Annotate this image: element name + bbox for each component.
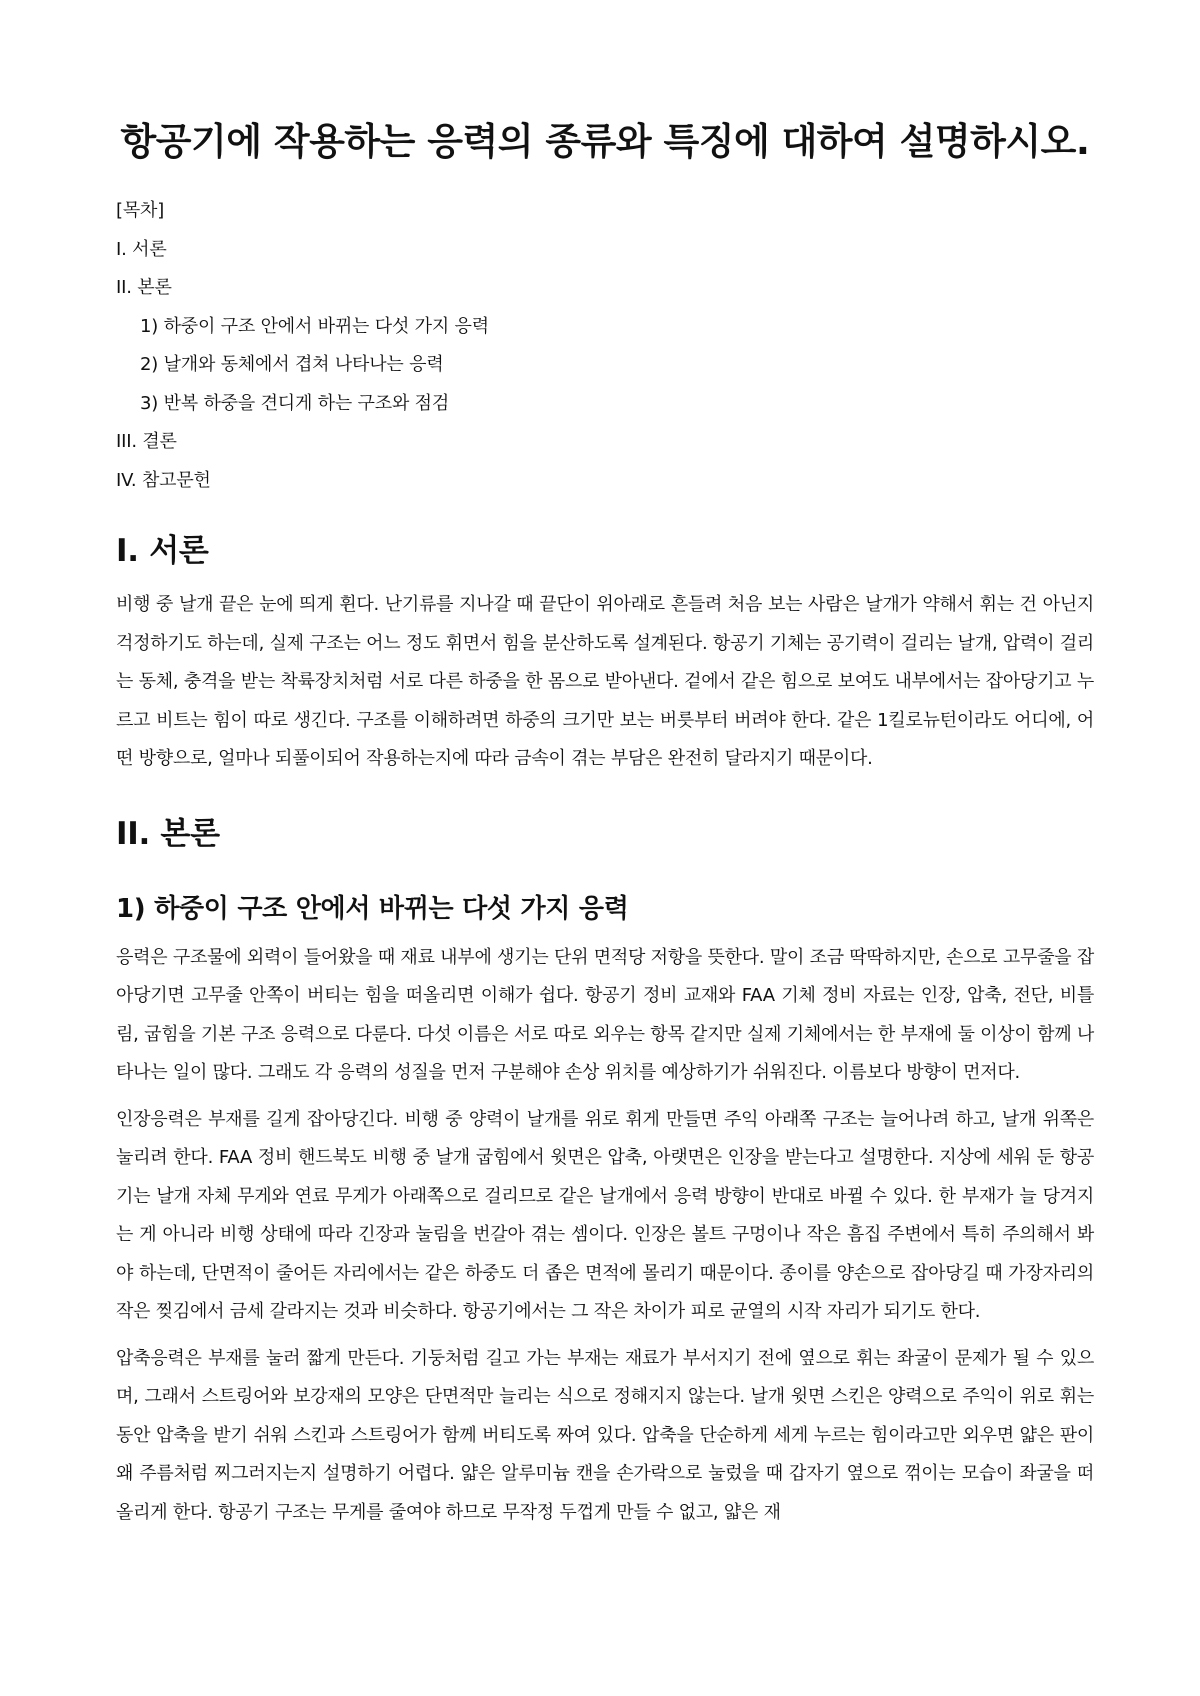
toc-item-body-1: 1) 하중이 구조 안에서 바뀌는 다섯 가지 응력 — [140, 315, 489, 337]
body-paragraph-compression: 압축응력은 부재를 눌러 짧게 만든다. 기둥처럼 길고 가는 부재는 재료가 부서지기 전에 옆으로 휘는 좌굴이 문제가 될 수 있으며, 그래서 스트링어와 보강재의 모양은 단면적만 늘리는 식으로 정해지지 않는다. 날개 윗면 스킨은 양력으로 주익이 위로 휘는 동안 압축을 받기 쉬워 스킨과 스트링어가 함께 버티도록 짜여 있다. 압축을 단순하게 세게 누르는 힘이라고만 외우면 얇은 판이 왜 주름처럼 찌그러지는지 설명하기 어렵다. 얇은 알루미늄 캔을 손가락으로 눌렀을 때 갑자기 옆으로 꺾이는 모습이 좌굴을 떠올리게 한다. 항공기 구조는 무게를 줄여야 하므로 무작정 두껍게 만들 수 없고, 얇은 재 — [116, 1347, 1094, 1523]
intro-heading: I. 서론 — [116, 533, 209, 569]
body-heading: II. 본론 — [116, 815, 220, 852]
toc-item-body: II. 본론 — [116, 277, 172, 298]
toc-item-conclusion: III. 결론 — [116, 431, 177, 452]
table-of-contents — [116, 192, 1094, 500]
intro-section — [116, 530, 1094, 779]
body-paragraph-stress-definition: 응력은 구조물에 외력이 들어왔을 때 재료 내부에 생기는 단위 면적당 저항을 뜻한다. 말이 조금 딱딱하지만, 손으로 고무줄을 잡아당기면 고무줄 안쪽이 버티는 힘을 떠올리면 이해가 쉽다. 항공기 정비 교재와 FAA 기체 정비 자료는 인장, 압축, 전단, 비틀림, 굽힘을 기본 구조 응력으로 다룬다. 다섯 이름은 서로 따로 외우는 항목 같지만 실제 기체에서는 한 부재에 둘 이상이 함께 나타나는 일이 많다. 그래도 각 응력의 성질을 먼저 구분해야 손상 위치를 예상하기가 쉬워진다. 이름보다 방향이 먼저다. — [116, 946, 1094, 1083]
toc-item-intro: I. 서론 — [116, 238, 167, 260]
toc-item-references: IV. 참고문헌 — [116, 469, 211, 491]
body-section — [116, 813, 1094, 1533]
toc-item-body-2: 2) 날개와 동체에서 겹쳐 나타나는 응력 — [140, 354, 444, 375]
toc-item-body-3: 3) 반복 하중을 견디게 하는 구조와 점검 — [140, 392, 450, 414]
body-paragraph-tension: 인장응력은 부재를 길게 잡아당긴다. 비행 중 양력이 날개를 위로 휘게 만들면 주익 아래쪽 구조는 늘어나려 하고, 날개 위쪽은 눌리려 한다. FAA 정비 핸드북도 비행 중 날개 굽힘에서 윗면은 압축, 아랫면은 인장을 받는다고 설명한다. 지상에 세워 둔 항공기는 날개 자체 무게와 연료 무게가 아래쪽으로 걸리므로 같은 날개에서 응력 방향이 반대로 바뀔 수 있다. 한 부재가 늘 당겨지는 게 아니라 비행 상태에 따라 긴장과 눌림을 번갈아 겪는 셈이다. 인장은 볼트 구멍이나 작은 흠집 주변에서 특히 주의해서 봐야 하는데, 단면적이 줄어든 자리에서는 같은 하중도 더 좁은 면적에 몰리기 때문이다. 종이를 양손으로 잡아당길 때 가장자리의 작은 찢김에서 금세 갈라지는 것과 비슷하다. 항공기에서는 그 작은 차이가 피로 균열의 시작 자리가 되기도 한다. — [116, 1108, 1094, 1322]
toc-heading: [목차] — [116, 200, 165, 221]
intro-paragraph: 비행 중 날개 끝은 눈에 띄게 휜다. 난기류를 지나갈 때 끝단이 위아래로 흔들려 처음 보는 사람은 날개가 약해서 휘는 건 아닌지 걱정하기도 하는데, 실제 구조는 어느 정도 휘면서 힘을 분산하도록 설계된다. 항공기 기체는 공기력이 걸리는 날개, 압력이 걸리는 동체, 충격을 받는 착륙장치처럼 서로 다른 하중을 한 몸으로 받아낸다. 겉에서 같은 힘으로 보여도 내부에서는 잡아당기고 누르고 비트는 힘이 따로 생긴다. 구조를 이해하려면 하중의 크기만 보는 버릇부터 버려야 한다. 같은 1킬로뉴턴이라도 어디에, 어떤 방향으로, 얼마나 되풀이되어 작용하는지에 따라 금속이 겪는 부담은 완전히 달라지기 때문이다. — [116, 594, 1094, 769]
body-subsection-1-heading: 1) 하중이 구조 안에서 바뀌는 다섯 가지 응력 — [116, 893, 629, 924]
document-title: 항공기에 작용하는 응력의 종류와 특징에 대하여 설명하시오. — [120, 120, 1090, 163]
